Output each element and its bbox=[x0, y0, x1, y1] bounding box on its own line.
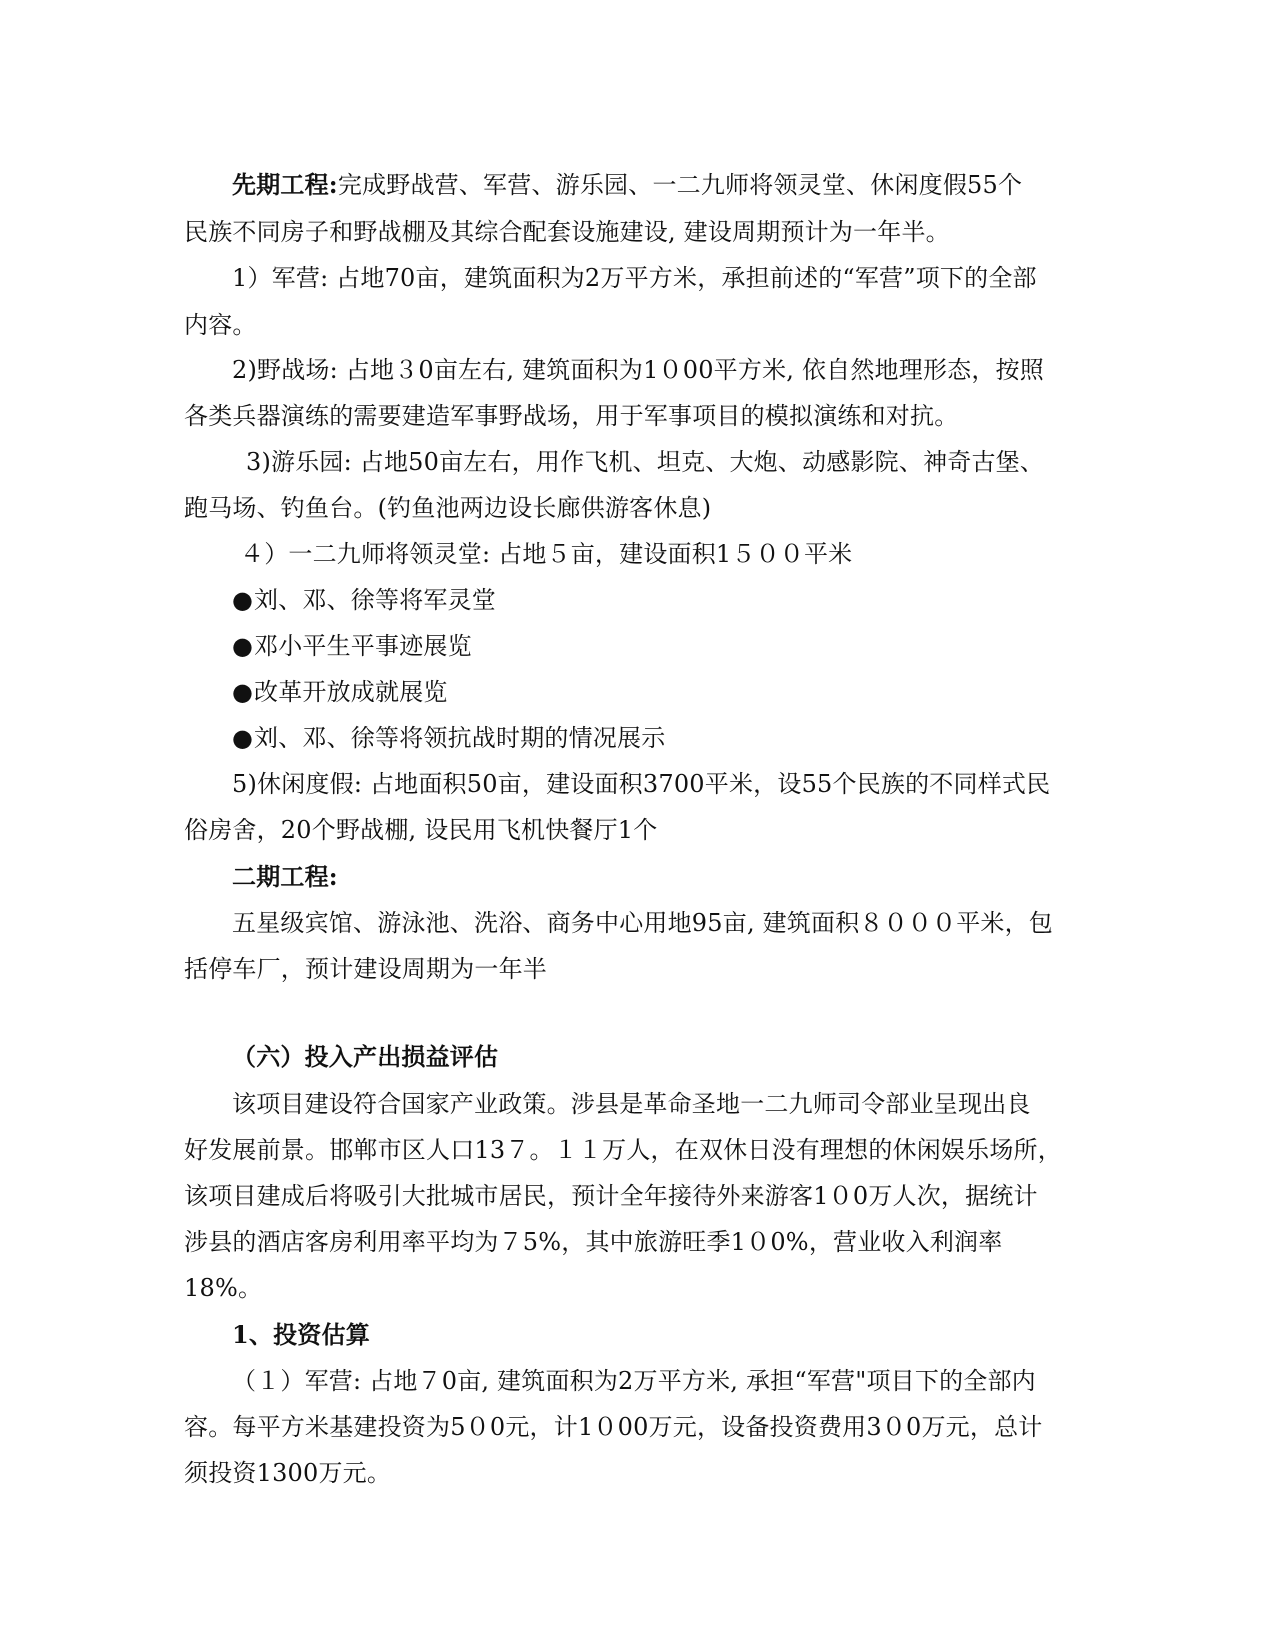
list-item-text: 刘、邓、徐等将军灵堂 bbox=[254, 586, 496, 614]
paragraph-investment-line2: 容。每平方米基建投资为5０0元，计1０00万元，设备投资费用3０0万元，总计 bbox=[184, 1413, 1043, 1441]
paragraph-battlefield-line2: 各类兵器演练的需要建造军事野战场，用于军事项目的模拟演练和对抗。 bbox=[184, 402, 959, 430]
paragraph-barracks-line2: 内容。 bbox=[184, 311, 257, 339]
list-item bbox=[232, 631, 1112, 661]
heading-section-6: （六）投入产出损益评估 bbox=[232, 1042, 499, 1071]
list-item bbox=[232, 677, 1112, 707]
paragraph-evaluation-line4: 涉县的酒店客房利用率平均为７5%，其中旅游旺季1０0%，营业收入利润率 bbox=[184, 1228, 1003, 1256]
paragraph-evaluation-line5: 18%。 bbox=[184, 1274, 263, 1302]
paragraph-evaluation-line2: 好发展前景。邯郸市区人口13７。１１万人，在双休日没有理想的休闲娱乐场所， bbox=[184, 1136, 1062, 1164]
bullet-icon: ● bbox=[232, 586, 254, 614]
list-item-text: 改革开放成就展览 bbox=[254, 678, 448, 706]
paragraph-leisure-line2: 俗房舍，20个野战棚, 设民用飞机快餐厅1个 bbox=[184, 816, 658, 844]
bullet-icon: ● bbox=[232, 632, 254, 660]
list-item-text: 邓小平生平事迹展览 bbox=[254, 632, 472, 660]
paragraph-phase1-line2: 民族不同房子和野战棚及其综合配套设施建设, 建设周期预计为一年半。 bbox=[184, 218, 950, 246]
list-item bbox=[232, 585, 1112, 615]
heading-investment-estimate: 1、投资估算 bbox=[232, 1320, 370, 1349]
heading-phase2: 二期工程: bbox=[232, 862, 338, 891]
bullet-icon: ● bbox=[232, 724, 254, 752]
paragraph-barracks-line1: 1）军营: 占地70亩，建筑面积为2万平方米，承担前述的“军营”项下的全部 bbox=[232, 264, 1037, 292]
list-item bbox=[232, 723, 1112, 753]
paragraph-battlefield-line1: 2)野战场: 占地３0亩左右, 建筑面积为1０00平方米, 依自然地理形态，按照 bbox=[232, 356, 1044, 384]
paragraph-amusement-line2: 跑马场、钓鱼台。(钓鱼池两边设长廊供游客休息) bbox=[184, 494, 712, 522]
paragraph-leisure-line1: 5)休闲度假: 占地面积50亩，建设面积3700平米，设55个民族的不同样式民 bbox=[232, 770, 1051, 798]
paragraph-evaluation-line1: 该项目建设符合国家产业政策。涉县是革命圣地一二九师司令部业呈现出良 bbox=[232, 1090, 1031, 1118]
paragraph-investment-line3: 须投资1300万元。 bbox=[184, 1459, 392, 1487]
paragraph-phase2-line2: 括停车厂，预计建设周期为一年半 bbox=[184, 955, 547, 983]
paragraph-phase2-line1: 五星级宾馆、游泳池、洗浴、商务中心用地95亩, 建筑面积８０００平米，包 bbox=[232, 909, 1053, 937]
paragraph-investment-line1: （１）军营: 占地７0亩, 建筑面积为2万平方米, 承担“军营"项目下的全部内 bbox=[232, 1367, 1036, 1395]
paragraph-evaluation-line3: 该项目建成后将吸引大批城市居民，预计全年接待外来游客1０0万人次，据统计 bbox=[184, 1182, 1038, 1210]
list-item-text: 刘、邓、徐等将领抗战时期的情况展示 bbox=[254, 724, 666, 752]
paragraph-phase1-line1 bbox=[232, 170, 1112, 200]
paragraph-memorial-hall: ４）一二九师将领灵堂: 占地５亩，建设面积1５００平米 bbox=[240, 540, 853, 568]
phase1-text: 完成野战营、军营、游乐园、一二九师将领灵堂、休闲度假55个 bbox=[337, 171, 1023, 199]
phase1-label: 先期工程: bbox=[232, 170, 338, 199]
bullet-icon: ● bbox=[232, 678, 254, 706]
paragraph-amusement-line1: 3)游乐园: 占地50亩左右，用作飞机、坦克、大炮、动感影院、神奇古堡、 bbox=[246, 448, 1045, 476]
